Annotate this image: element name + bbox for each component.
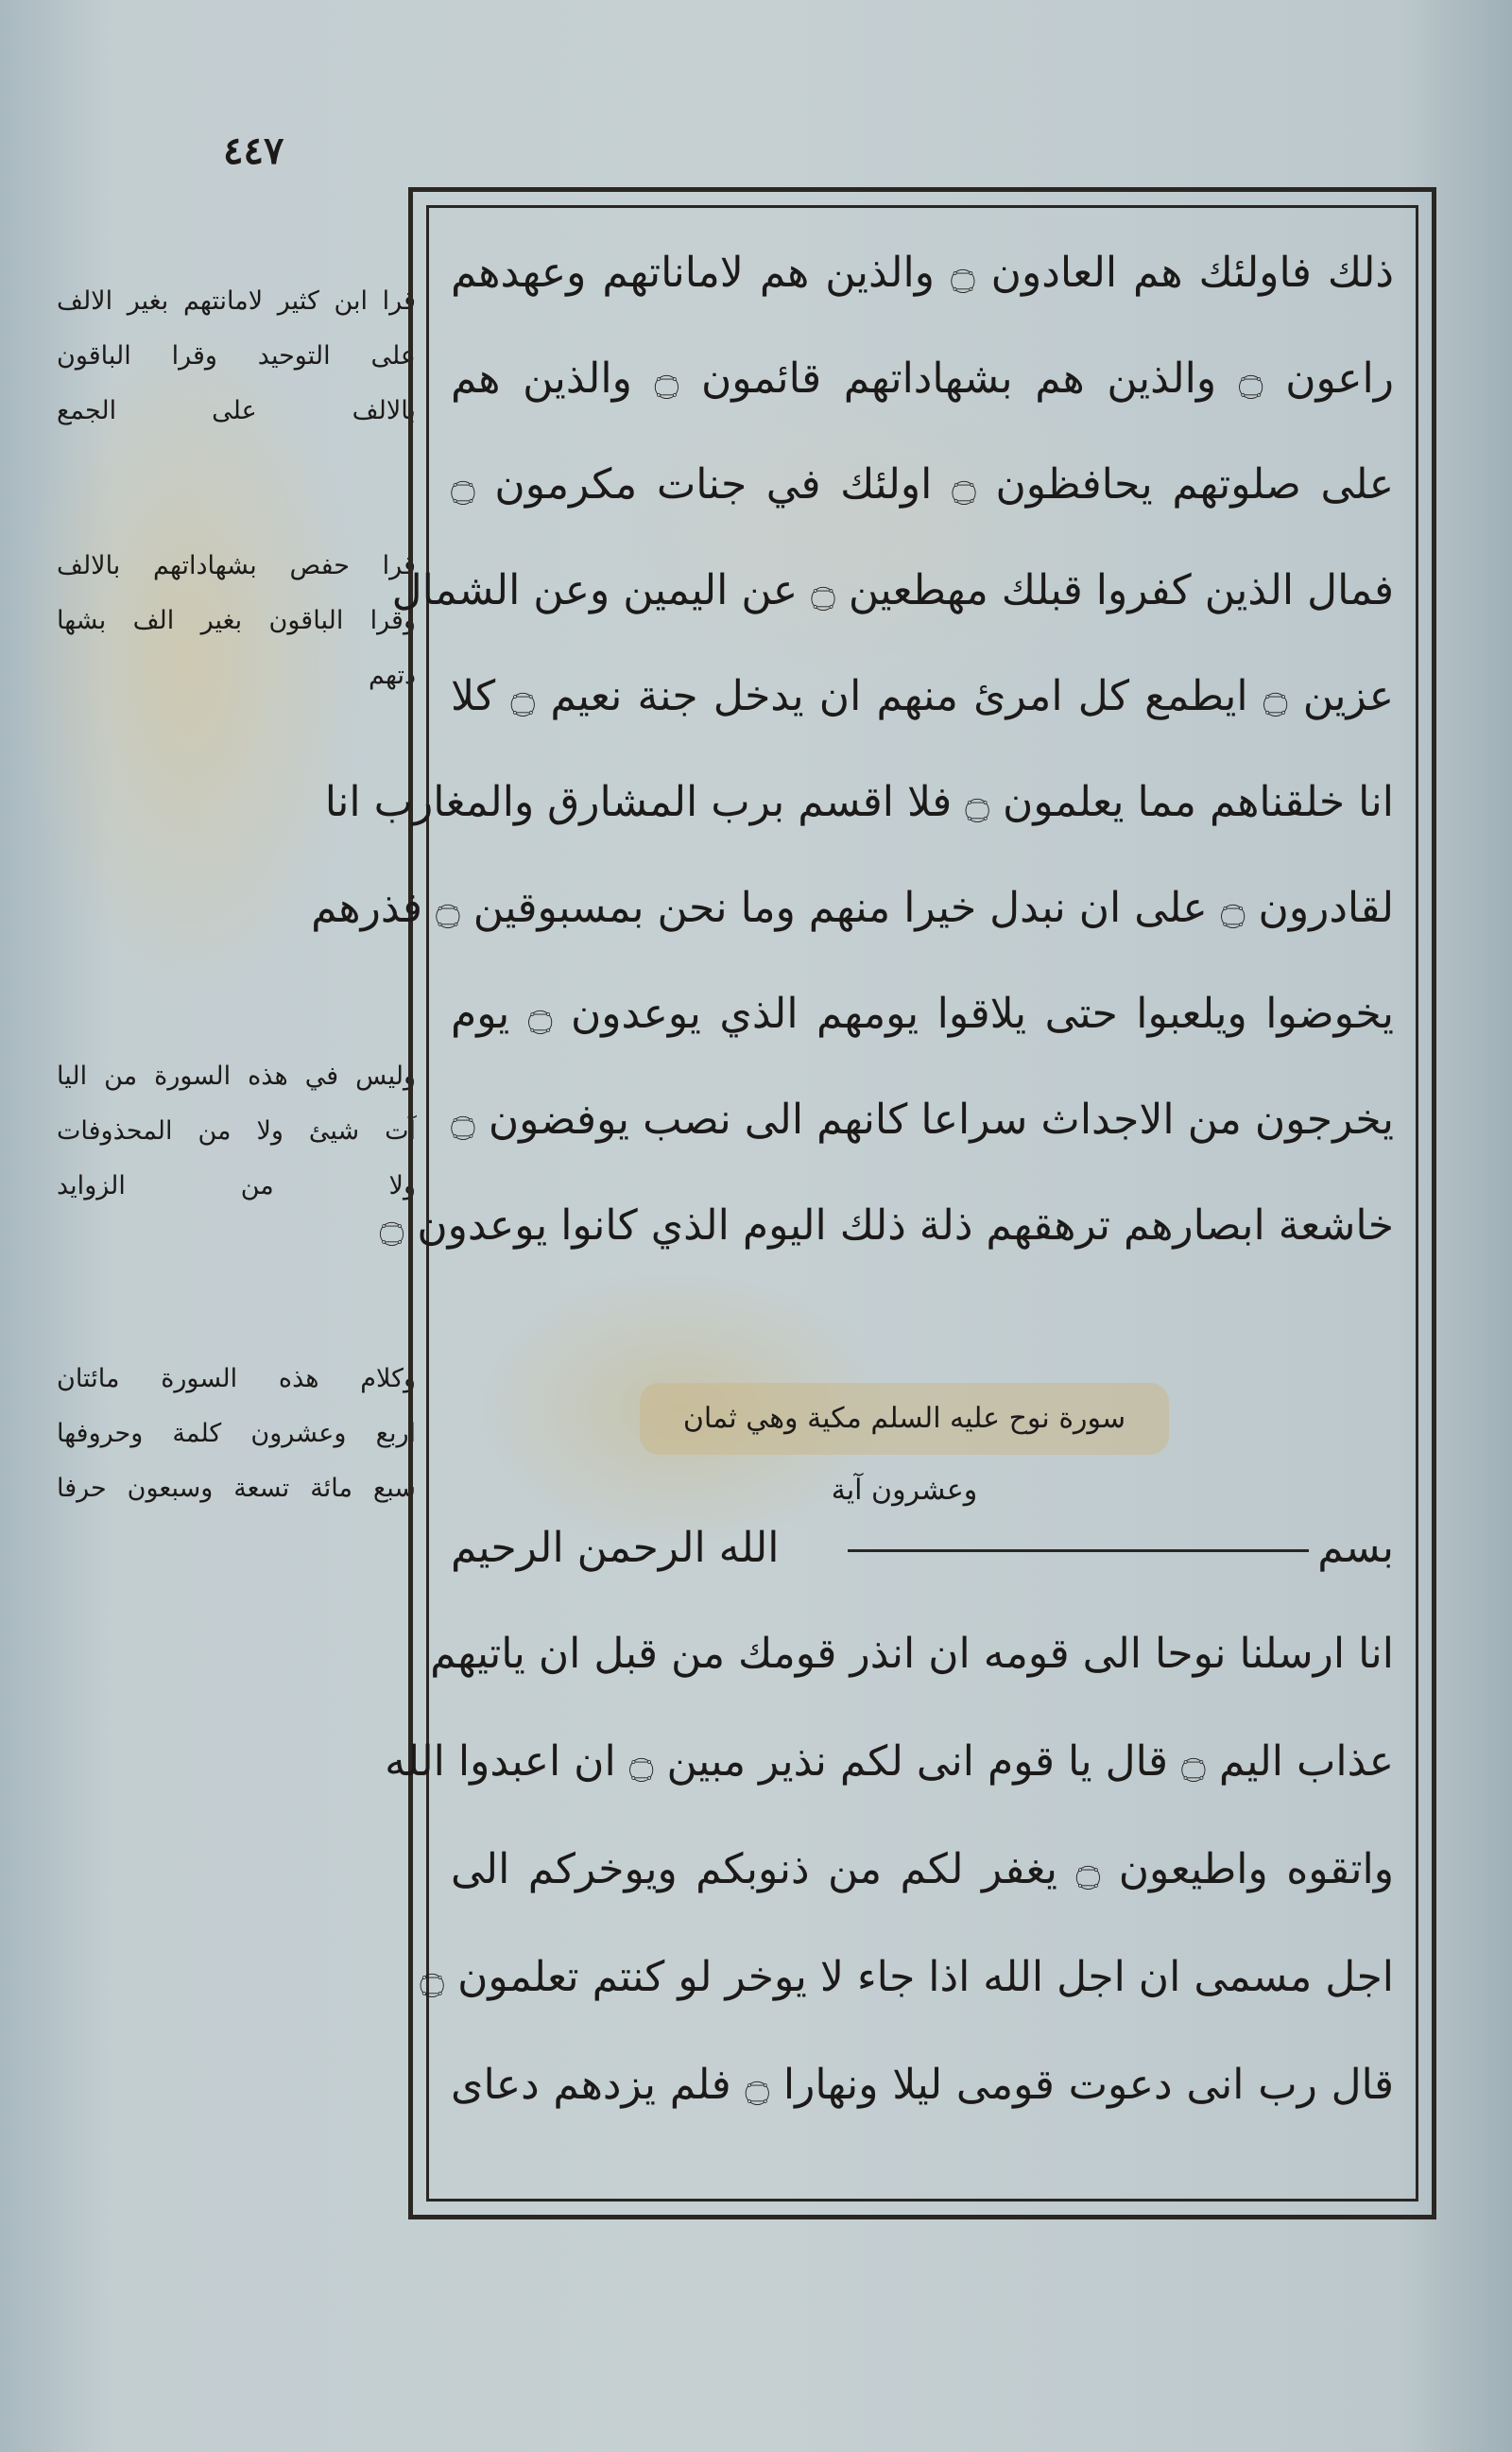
text-line: خاشعة ابصارهم ترهقهم ذلة ذلك اليوم الذي كانوا يوعدون ۝ [379, 1201, 1394, 1250]
margin-note-line: قرا حفص بشهاداتهم بالالف [57, 551, 416, 580]
margin-note [57, 1049, 416, 1214]
text-line: على صلوتهم يحافظون ۝ اولئك في جنات مكرمون ۝ [451, 460, 1394, 509]
margin-note-line: بالالف على الجمع [57, 396, 416, 425]
basmala [451, 1496, 1394, 1600]
text-line: ذلك فاولئك هم العادون ۝ والذين هم لاماناتهم وعهدهم [451, 249, 1394, 297]
text-line: عزين ۝ ايطمع كل امرئ منهم ان يدخل جنة نعيم ۝ كلا [451, 672, 1395, 720]
margin-note-line: اربع وعشرون كلمة وحروفها [57, 1419, 416, 1448]
text-line: قال رب انى دعوت قومى ليلا ونهارا ۝ فلم يزدهم دعاى [451, 2061, 1394, 2109]
text-line: انا خلقناهم مما يعلمون ۝ فلا اقسم برب المشارق والمغارب انا [324, 778, 1394, 826]
text-line: انا ارسلنا نوحا الى قومه ان انذر قومك من قبل ان ياتيهم [430, 1630, 1394, 1678]
margin-note-line: على التوحيد وقرا الباقون [57, 341, 416, 371]
text-line: فمال الذين كفروا قبلك مهطعين ۝ عن اليمين وعن الشمال [391, 566, 1394, 614]
margin-note [57, 274, 416, 439]
margin-note-line: دتهم [369, 661, 416, 690]
margin-note-line: ولا من الزوايد [57, 1171, 416, 1200]
margin-note-line: وكلام هذه السورة مائتان [57, 1364, 416, 1393]
text-line: راعون ۝ والذين هم بشهاداتهم قائمون ۝ والذين هم [451, 354, 1394, 403]
text-line: عذاب اليم ۝ قال يا قوم انى لكم نذير مبين ۝ ان اعبدوا الله [385, 1737, 1394, 1786]
text-line: واتقوه واطيعون ۝ يغفر لكم من ذنوبكم ويوخركم الى [451, 1845, 1394, 1893]
surah-header: سورة نوح عليه السلم مكية وهي ثمان وعشرون آية [640, 1383, 1169, 1455]
basmala-main: الله الرحمن الرحيم [451, 1524, 780, 1572]
text-line: اجل مسمى ان اجل الله اذا جاء لا يوخر لو كنتم تعلمون ۝ [420, 1953, 1394, 2001]
main-text-bottom [385, 1600, 1394, 2139]
page-number: ٤٤٧ [223, 129, 284, 173]
text-line: لقادرون ۝ على ان نبدل خيرا منهم وما نحن بمسبوقين ۝ فذرهم [311, 884, 1394, 932]
margin-note-line: آت شيئ ولا من المحذوفات [57, 1116, 416, 1146]
text-line: يخرجون من الاجداث سراعا كانهم الى نصب يوفضون ۝ [451, 1096, 1394, 1144]
margin-note-line: وليس في هذه السورة من اليا [57, 1062, 416, 1091]
basmala-lead: بسم [1317, 1524, 1394, 1572]
margin-note-line: وقرا الباقون بغير الف بشها [57, 606, 416, 635]
margin-note-line: قرا ابن كثير لامانتهم بغير الالف [57, 286, 416, 316]
margin-note [57, 539, 416, 703]
text-line: يخوضوا ويلعبوا حتى يلاقوا يومهم الذي يوعدون ۝ يوم [451, 990, 1394, 1038]
margin-note-line: سبع مائة تسعة وسبعون حرفا [57, 1474, 416, 1503]
margin-note [57, 1352, 416, 1516]
basmala-rule [848, 1549, 1309, 1552]
